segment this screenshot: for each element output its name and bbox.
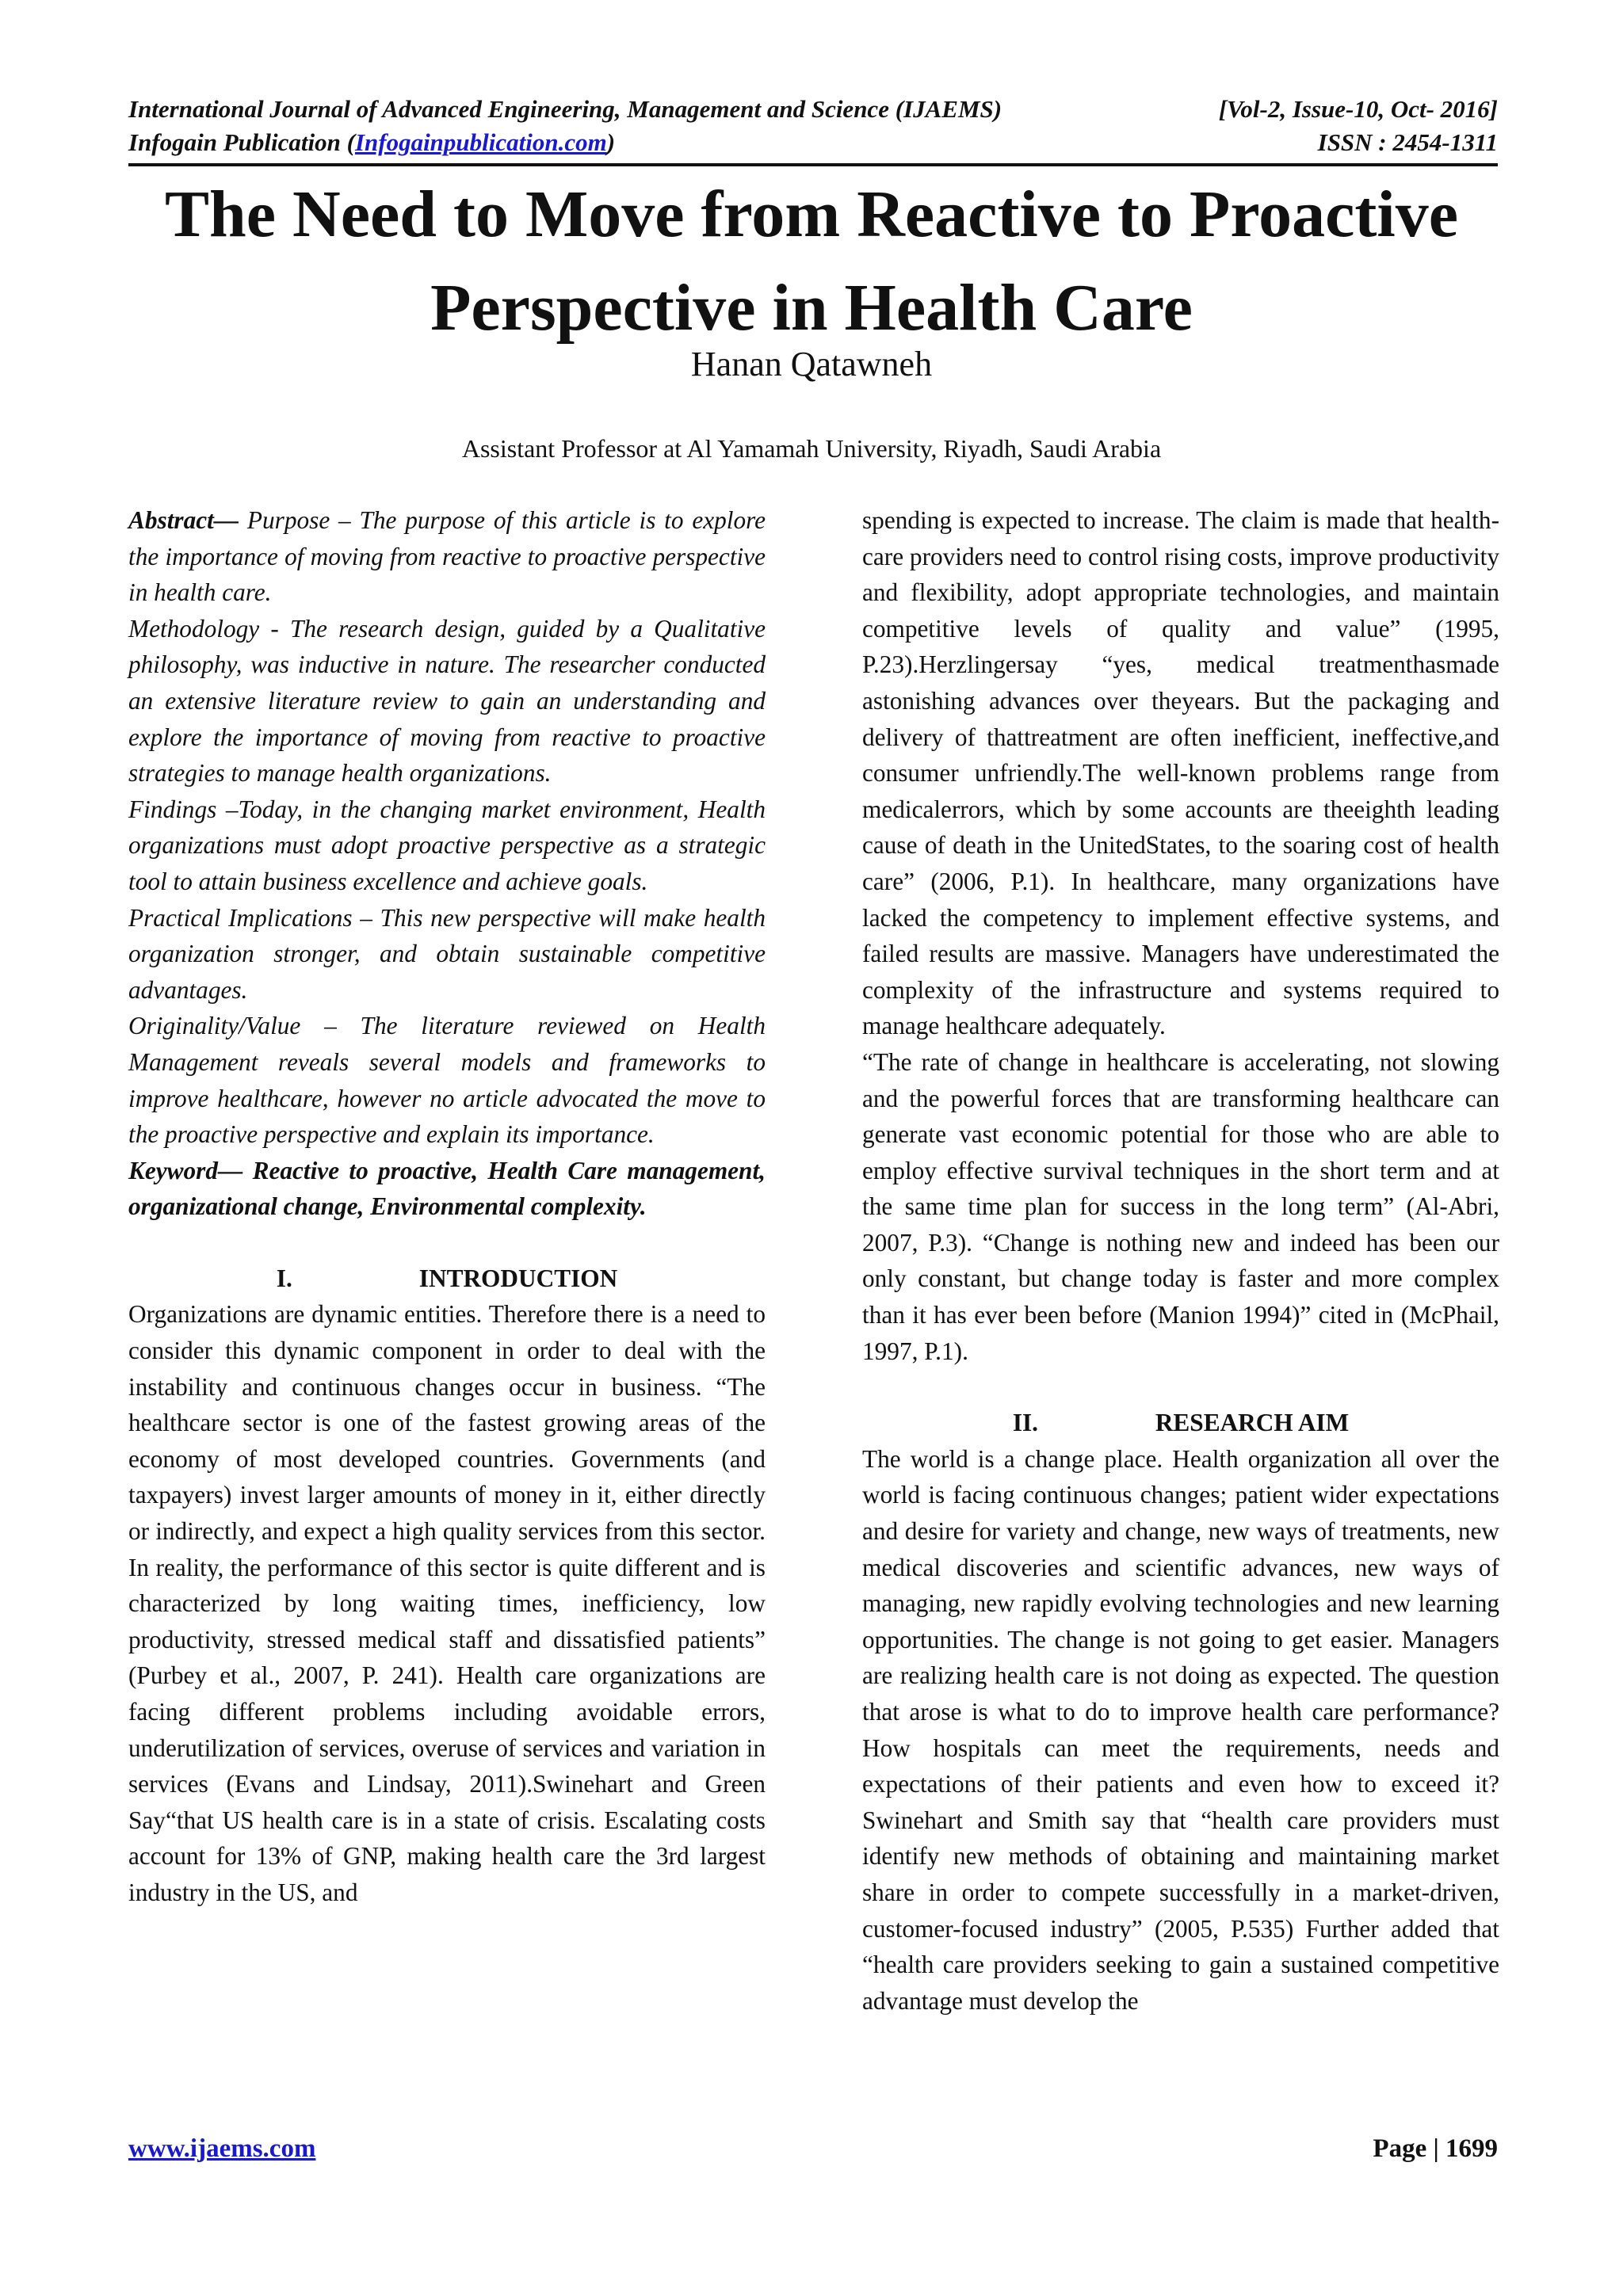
running-header-line1 bbox=[128, 93, 1498, 125]
right-paragraph-2: “The rate of change in healthcare is accelerating, not slowing and the powerful forces that are transforming healthcare can generate vast economic potential for those who are able to employ effective survival techniques in the short term and at the same time plan for success in the long term” (Al-Abri, 2007, P.3). “Change is nothing new and indeed has been our only constant, but change today is faster and more complex than it has ever been before (Manion 1994)” cited in (McPhail, 1997, P.1). bbox=[862, 1047, 1499, 1365]
left-column bbox=[128, 502, 766, 1911]
publisher-prefix: Infogain Publication ( bbox=[128, 128, 355, 156]
volume-info: [Vol-2, Issue-10, Oct- 2016] bbox=[1218, 95, 1498, 123]
running-header-line2 bbox=[128, 127, 1498, 158]
section-number: I. bbox=[276, 1264, 292, 1292]
keyword-label: Keyword— bbox=[128, 1156, 243, 1184]
abstract-purpose bbox=[128, 502, 766, 611]
abstract-methodology: Methodology - The research design, guided by a Qualitative philosophy, was inductive in nature. The researcher conducted an extensive literature review to gain an understanding and explore the importance of moving from reactive to proactive strategies to manage health organizations. bbox=[128, 614, 766, 788]
right-column bbox=[862, 502, 1499, 2019]
research-aim-paragraph: The world is a change place. Health organization all over the world is facing continuous changes; patient wider expectations and desire for variety and change, new ways of treatments, new medical discoveries and scientific advances, new ways of managing, new rapidly evolving technologies and new learning opportunities. The change is not going to get easier. Managers are realizing health care is not doing as expected. The question that arose is what to do to improve health care performance? How hospitals can meet the requirements, needs and expectations of their patients and even how to exceed it? Swinehart and Smith say that “health care providers must identify new methods of obtaining and maintaining market share in order to compete successfully in a market-driven, customer-focused industry” (2005, P.535) Further added that “health care providers seeking to gain a sustained competitive advantage must develop the bbox=[862, 1444, 1499, 2015]
journal-name: International Journal of Advanced Engineering, Management and Science (IJAEMS) bbox=[128, 95, 1002, 123]
section-heading-research-aim bbox=[862, 1405, 1499, 1441]
title-line-2: Perspective in Health Care bbox=[430, 271, 1193, 345]
section-title: RESEARCH AIM bbox=[1155, 1409, 1350, 1437]
introduction-paragraph: Organizations are dynamic entities. Therefore there is a need to consider this dynamic component in order to deal with the instability and continuous changes occur in business. “The healthcare sector is one of the fastest growing areas of the economy of most developed countries. Governments (and taxpayers) invest larger amounts of money in it, either directly or indirectly, and expect a high quality services from this sector. In reality, the performance of this sector is quite different and is characterized by long waiting times, inefficiency, low productivity, stressed medical staff and dissatisfied patients” (Purbey et al., 2007, P. 241). Health care organizations are facing different problems including avoidable errors, underutilization of services, overuse of services and variation in services (Evans and Lindsay, 2011).Swinehart and Green Say“that US health care is in a state of crisis. Escalating costs account for 13% of GNP, making health care the 3rd largest industry in the US, and bbox=[128, 1300, 766, 1906]
header-rule bbox=[128, 163, 1498, 166]
section-number: II. bbox=[1012, 1409, 1039, 1437]
abstract-implications: Practical Implications – This new perspective will make health organization stronger, and obtain sustainable competitive advantages. bbox=[128, 903, 766, 1004]
publisher-suffix: ) bbox=[606, 128, 616, 156]
page-number: Page | 1699 bbox=[1373, 2134, 1498, 2163]
right-paragraph-1: spending is expected to increase. The claim is made that health-care providers need to control rising costs, improve productivity and flexibility, adopt appropriate technologies, and maintain competitive levels of quality and value” (1995, P.23).Herzlingersay “yes, medical treatmenthasmade astonishing advances over theyears. But the packaging and delivery of thattreatment are often inefficient, ineffective,and consumer unfriendly.The well-known problems range from medicalerrors, which by some accounts are theeighth leading cause of death in the UnitedStates, to the soaring cost of health care” (2006, P.1). In healthcare, many organizations have lacked the competency to implement effective systems, and failed results are massive. Managers have underestimated the complexity of the infrastructure and systems required to manage healthcare adequately. bbox=[862, 506, 1499, 1040]
abstract-findings: Findings –Today, in the changing market environment, Health organizations must adopt proactive perspective as a strategic tool to attain business excellence and achieve goals. bbox=[128, 795, 766, 895]
abstract-originality: Originality/Value – The literature reviewed on Health Management reveals several models and frameworks to improve healthcare, however no article advocated the move to the proactive perspective and explain its importance. bbox=[128, 1012, 766, 1149]
keyword-list: Reactive to proactive, Health Care management, organizational change, Environmental complexity. bbox=[128, 1156, 766, 1221]
abstract-label: Abstract— bbox=[128, 506, 239, 534]
footer-website-link[interactable]: www.ijaems.com bbox=[128, 2134, 316, 2163]
paper-title bbox=[95, 168, 1528, 355]
abstract-purpose-text: Purpose – The purpose of this article is to explore the importance of moving from reactive to proactive perspective in health care. bbox=[128, 506, 766, 607]
author-name: Hanan Qatawneh bbox=[690, 345, 933, 383]
publisher-link[interactable]: Infogainpublication.com bbox=[354, 128, 607, 156]
author-affiliation: Assistant Professor at Al Yamamah University, Riyadh, Saudi Arabia bbox=[461, 434, 1162, 463]
issn: ISSN : 2454-1311 bbox=[1317, 128, 1498, 156]
title-line-1: The Need to Move from Reactive to Proactive bbox=[165, 177, 1458, 251]
section-title: INTRODUCTION bbox=[418, 1264, 618, 1292]
section-heading-introduction bbox=[128, 1261, 766, 1297]
keywords bbox=[128, 1153, 766, 1225]
